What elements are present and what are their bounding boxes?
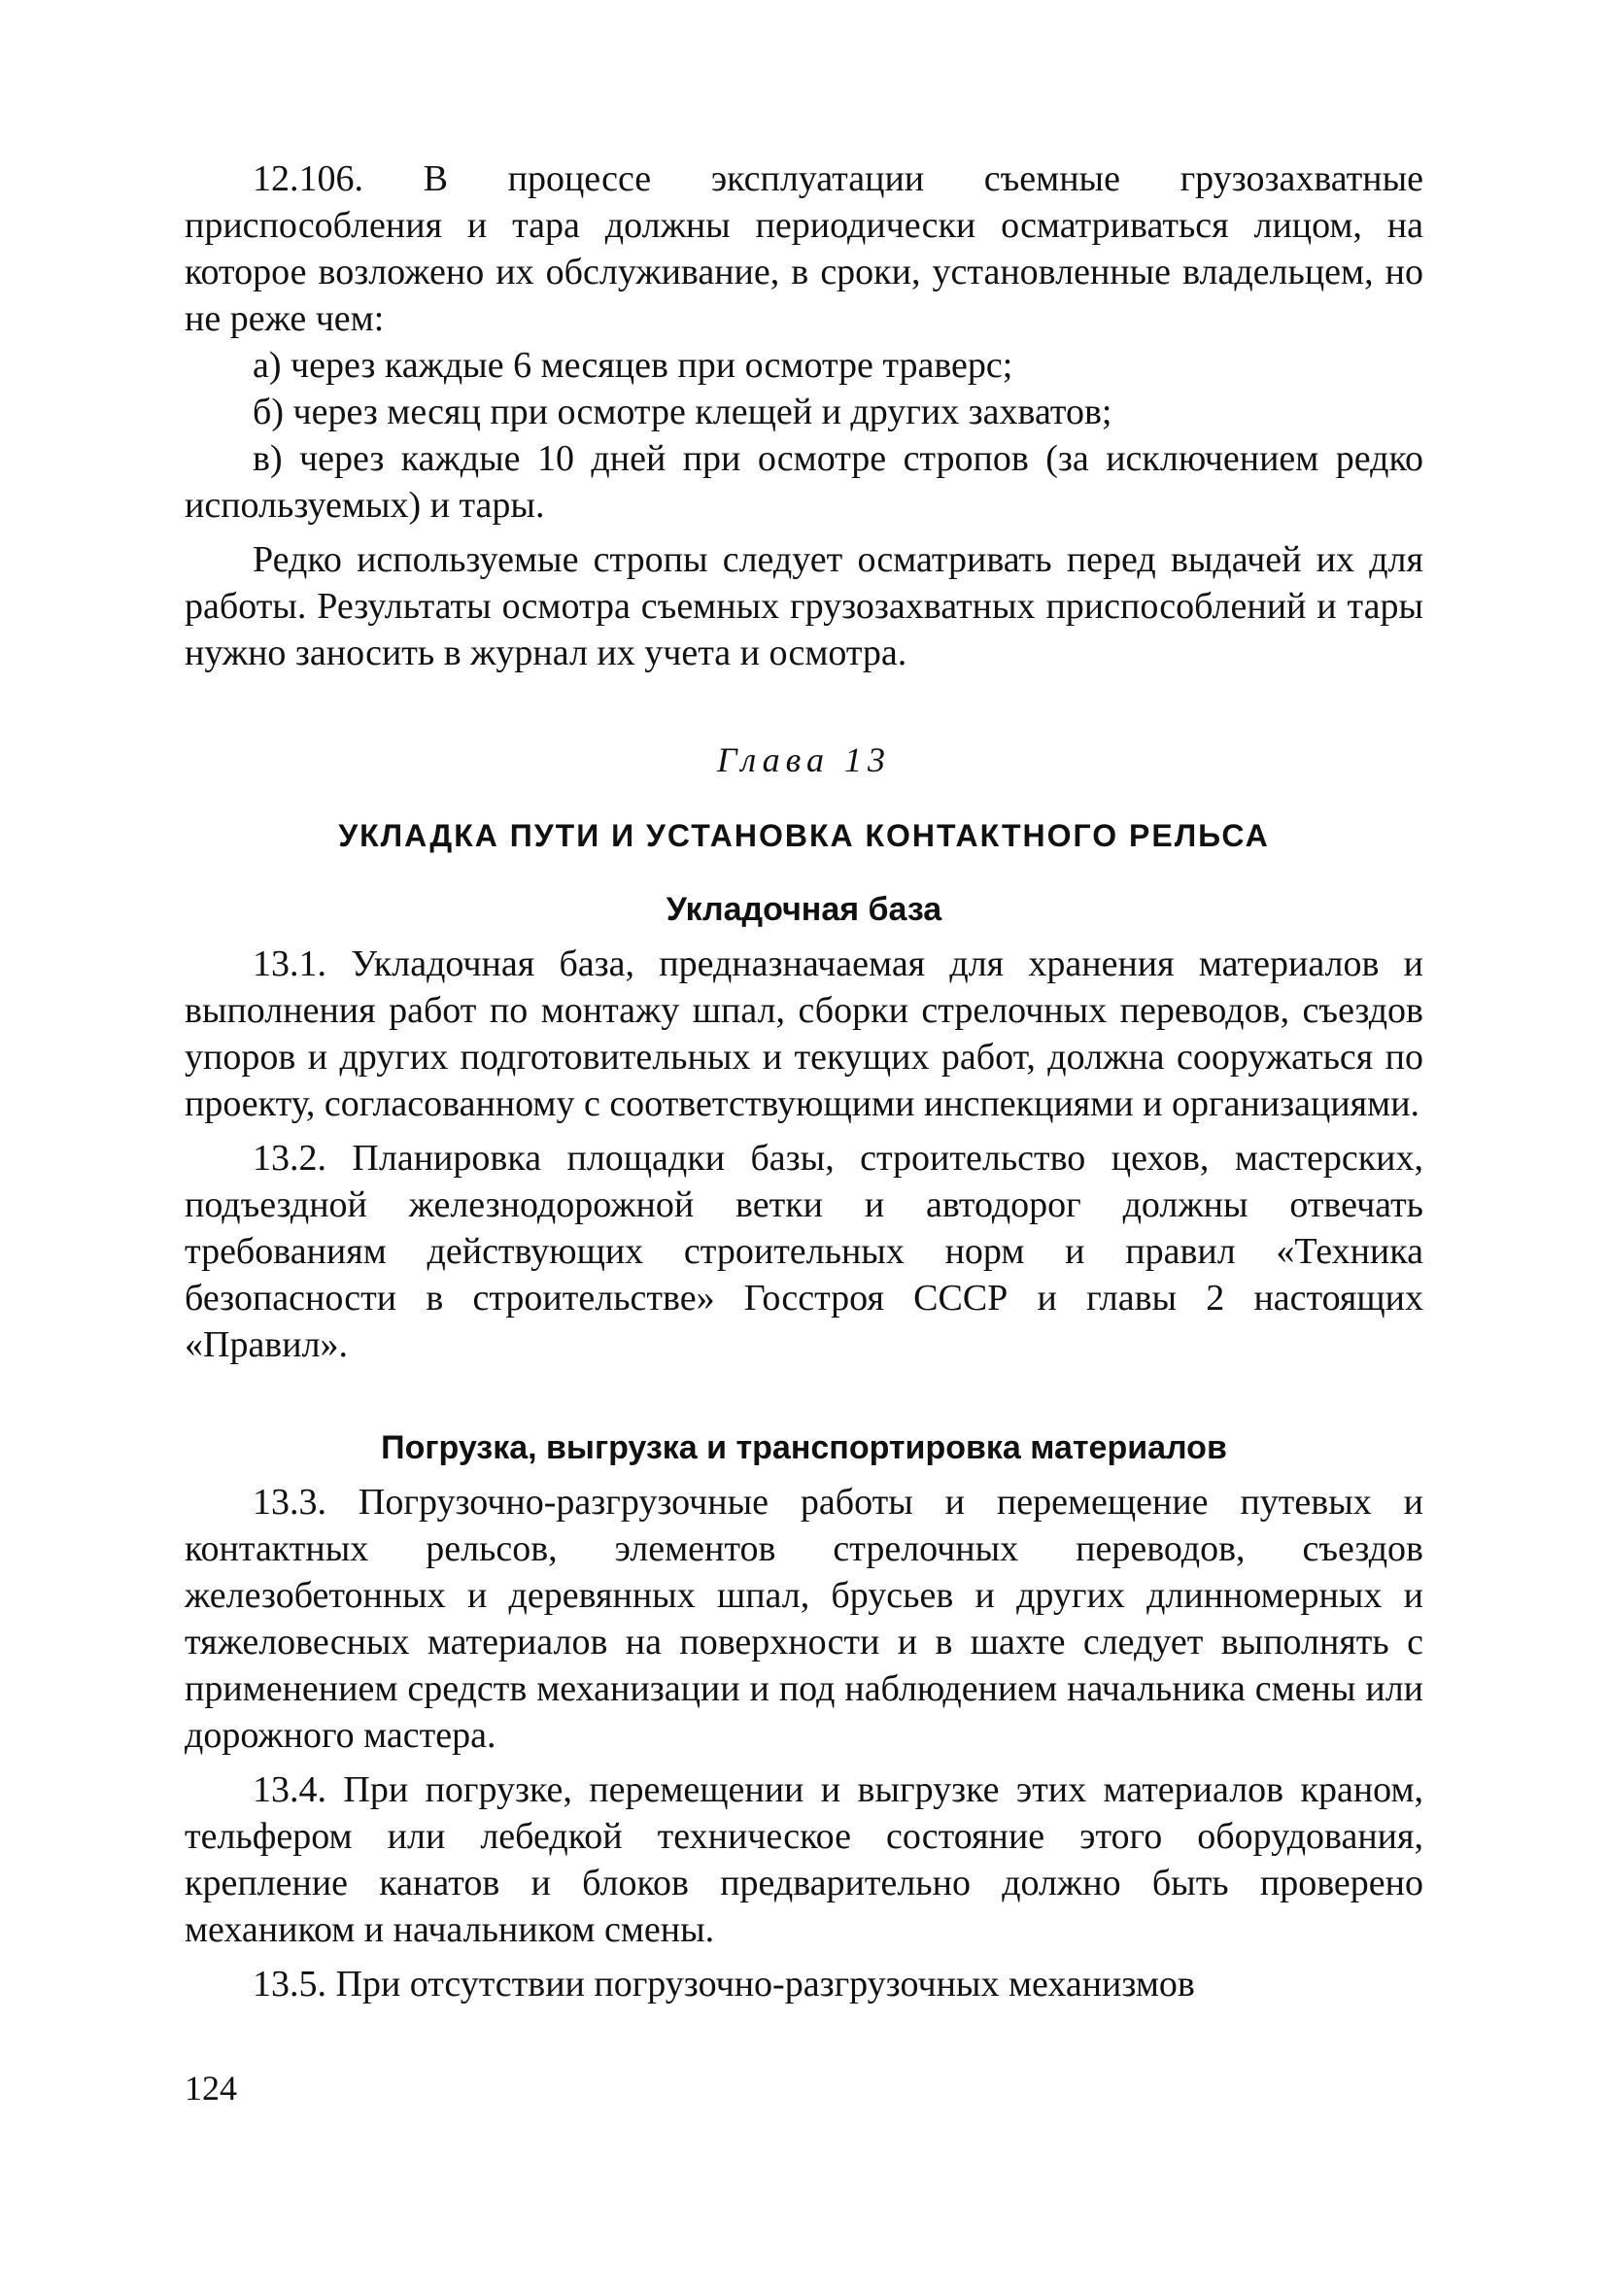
chapter-title: УКЛАДКА ПУТИ И УСТАНОВКА КОНТАКТНОГО РЕЛЬСА bbox=[338, 818, 1270, 853]
paragraph-13-1: 13.1. Укладочная база, предназначаемая для хранения материалов и выполнения работ по монтажу шпал, сборки стрелочных переводов, съездов упоров и других подготовительных и текущих работ, должна сооружаться по проекту, согласованному с соответствующими инспекциями и организациями. bbox=[185, 943, 1423, 1124]
page-number: 124 bbox=[185, 2069, 237, 2108]
list-item-a: а) через каждые 6 месяцев при осмотре траверс; bbox=[253, 345, 1013, 386]
paragraph-13-2: 13.2. Планировка площадки базы, строительство цехов, мастерских, подъездной железнодорожной ветки и автодорог должны отвечать требованиям действующих строительных норм и правил «Техника безопасности в строительстве» Госстроя СССР и главы 2 настоящих «Правил». bbox=[185, 1138, 1423, 1365]
paragraph-13-5: 13.5. При отсутствии погрузочно-разгрузочных механизмов bbox=[253, 1964, 1195, 2005]
paragraph-13-4: 13.4. При погрузке, перемещении и выгрузке этих материалов краном, тельфером или лебедкой техническое состояние этого оборудования, крепление канатов и блоков предварительно должно быть проверено механиком и начальником смены. bbox=[185, 1769, 1423, 1950]
paragraph-rare-slings: Редко используемые стропы следует осматривать перед выдачей их для работы. Результаты осмотра съемных грузозахватных приспособлений и тары нужно заносить в журнал их учета и осмотра. bbox=[185, 539, 1423, 673]
chapter-label: Глава 13 bbox=[716, 740, 892, 779]
document-page bbox=[185, 155, 1423, 2007]
paragraph-12-106: 12.106. В процессе эксплуатации съемные грузозахватные приспособления и тара должны периодически осматриваться лицом, на которое возложено их обслуживание, в сроки, установленные владельцем, но не реже чем: bbox=[185, 158, 1423, 339]
list-item-b: б) через месяц при осмотре клещей и других захватов; bbox=[253, 392, 1112, 432]
section-heading-loading: Погрузка, выгрузка и транспортировка материалов bbox=[381, 1429, 1227, 1466]
section-heading-base: Укладочная база bbox=[666, 891, 942, 928]
list-item-v: в) через каждые 10 дней при осмотре стропов (за исключением редко используемых) и тары. bbox=[185, 438, 1423, 526]
paragraph-13-3: 13.3. Погрузочно-разгрузочные работы и перемещение путевых и контактных рельсов, элементов стрелочных переводов, съездов железобетонных и деревянных шпал, брусьев и других длинномерных и тяжеловесных материалов на поверхности и в шахте следует выполнять с применением средств механизации и под наблюдением начальника смены или дорожного мастера. bbox=[185, 1482, 1423, 1756]
